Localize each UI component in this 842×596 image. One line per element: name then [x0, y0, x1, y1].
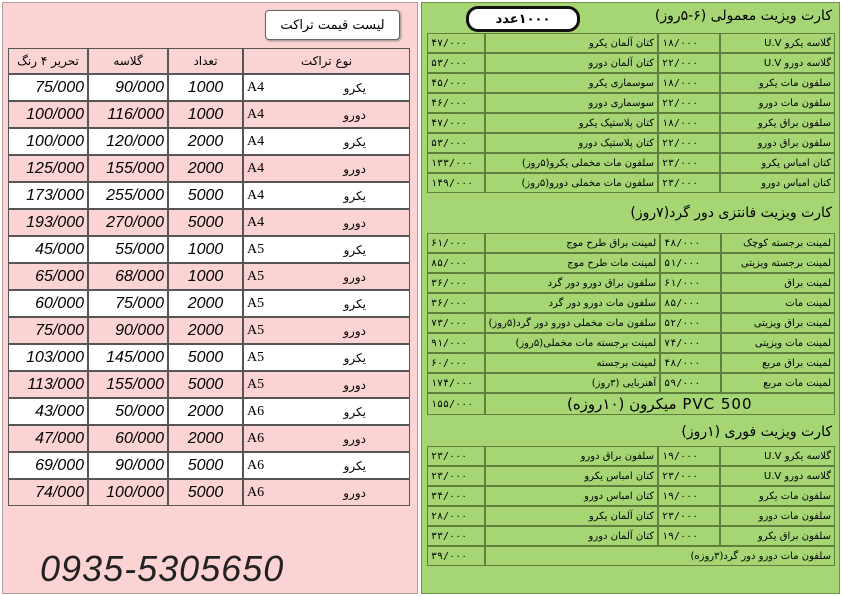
table-row — [8, 128, 410, 155]
item-desc: کتان پلاستیک دورو — [485, 133, 658, 153]
item-price: ۱۸/۰۰۰ — [658, 73, 720, 93]
table-row — [427, 373, 835, 393]
section3-title: کارت ویزیت فوری (۱روز) — [681, 424, 832, 440]
table-row — [8, 290, 410, 317]
item-name: سلفون مات دورو — [720, 93, 835, 113]
tahrir-price: 45/000 — [8, 236, 88, 263]
item-price: ۴۸/۰۰۰ — [660, 233, 721, 253]
count: 5000 — [168, 479, 243, 506]
glasse-price: 60/000 — [88, 425, 168, 452]
pvc-label: 500 PVC میکرون (۱۰روزه) — [485, 393, 836, 415]
table-row — [427, 293, 835, 313]
item-desc: کتان آلمان دورو — [485, 526, 658, 546]
traket-type — [243, 317, 410, 344]
paper-size: A6 — [247, 484, 265, 500]
count: 2000 — [168, 290, 243, 317]
item-desc: لمینت برجسته مات مخملی(۵روز) — [485, 333, 661, 353]
price: ۴۵/۰۰۰ — [427, 73, 485, 93]
table-row — [427, 33, 835, 53]
traket-type — [243, 155, 410, 182]
item-price: ۲۳/۰۰۰ — [658, 506, 720, 526]
print-side: دورو — [343, 161, 366, 176]
item-name: لمینت برجسته کوچک — [721, 233, 835, 253]
table-row — [427, 333, 835, 353]
table-row — [427, 93, 835, 113]
tahrir-price: 125/000 — [8, 155, 88, 182]
traket-type — [243, 128, 410, 155]
item-name: سلفون براق دورو — [720, 133, 835, 153]
phone-number: 0935-5305650 — [40, 548, 285, 589]
table-row — [8, 452, 410, 479]
tahrir-price: 193/000 — [8, 209, 88, 236]
price: ۳۹/۰۰۰ — [427, 546, 485, 566]
header-tedad: تعداد — [168, 48, 243, 74]
traket-price-list-title: لیست قیمت تراکت — [265, 10, 400, 40]
item-name: سلفون مات دورو دور گرد(۳روزه) — [485, 546, 835, 566]
item-desc: کتان امباس دورو — [485, 486, 658, 506]
traket-type — [243, 479, 410, 506]
tahrir-price: 75/000 — [8, 317, 88, 344]
traket-type — [243, 344, 410, 371]
table-row — [427, 113, 835, 133]
price: ۶۱/۰۰۰ — [427, 233, 485, 253]
item-price: ۷۴/۰۰۰ — [660, 333, 721, 353]
item-price: ۶۱/۰۰۰ — [660, 273, 721, 293]
table-row — [8, 371, 410, 398]
price: ۲۳/۰۰۰ — [427, 446, 485, 466]
print-side: یکرو — [343, 458, 366, 473]
traket-type — [243, 182, 410, 209]
table-row — [427, 153, 835, 173]
paper-size: A4 — [247, 106, 265, 122]
glasse-price: 90/000 — [88, 452, 168, 479]
paper-size: A4 — [247, 79, 265, 95]
item-name: سلفون براق یکرو — [720, 526, 835, 546]
table-header-row — [8, 48, 410, 74]
table-row — [8, 344, 410, 371]
price: ۲۳/۰۰۰ — [427, 466, 485, 486]
count: 5000 — [168, 209, 243, 236]
item-name: لمینت براق مربع — [721, 353, 835, 373]
price: ۹۱/۰۰۰ — [427, 333, 485, 353]
tahrir-price: 43/000 — [8, 398, 88, 425]
price: ۷۳/۰۰۰ — [427, 313, 485, 333]
price: ۳۶/۰۰۰ — [427, 273, 485, 293]
price: ۲۸/۰۰۰ — [427, 506, 485, 526]
paper-size: A4 — [247, 214, 265, 230]
count: 1000 — [168, 74, 243, 101]
tahrir-price: 103/000 — [8, 344, 88, 371]
paper-size: A4 — [247, 160, 265, 176]
table-row — [8, 209, 410, 236]
item-desc: سلفون براق دورو دور گرد — [485, 273, 661, 293]
traket-type — [243, 371, 410, 398]
price: ۱۳۳/۰۰۰ — [427, 153, 485, 173]
quantity-badge: ۱۰۰۰عدد — [466, 6, 580, 32]
glasse-price: 255/000 — [88, 182, 168, 209]
item-price: ۸۵/۰۰۰ — [660, 293, 721, 313]
tahrir-price: 47/000 — [8, 425, 88, 452]
count: 2000 — [168, 425, 243, 452]
print-side: دورو — [343, 485, 366, 500]
table-row — [8, 398, 410, 425]
regular-card-table — [427, 33, 835, 193]
table-row — [427, 486, 835, 506]
traket-type — [243, 452, 410, 479]
item-name: لمینت مات ویزیتی — [721, 333, 835, 353]
print-side: دورو — [343, 323, 366, 338]
glasse-price: 75/000 — [88, 290, 168, 317]
glasse-price: 155/000 — [88, 155, 168, 182]
table-row — [427, 133, 835, 153]
price: ۵۳/۰۰۰ — [427, 53, 485, 73]
price: ۳۳/۰۰۰ — [427, 526, 485, 546]
price: ۱۷۴/۰۰۰ — [427, 373, 485, 393]
price: ۶۰/۰۰۰ — [427, 353, 485, 373]
paper-size: A5 — [247, 349, 265, 365]
item-desc: لمینت برجسته — [485, 353, 661, 373]
express-card-table — [427, 446, 835, 566]
traket-type — [243, 425, 410, 452]
paper-size: A4 — [247, 133, 265, 149]
traket-type — [243, 209, 410, 236]
count: 1000 — [168, 263, 243, 290]
item-desc: لمینت مات طرح موج — [485, 253, 661, 273]
item-name: سلفون مات یکرو — [720, 73, 835, 93]
table-row — [427, 526, 835, 546]
paper-size: A6 — [247, 430, 265, 446]
table-row — [8, 74, 410, 101]
print-side: یکرو — [343, 350, 366, 365]
item-desc: کتان آلمان یکرو — [485, 506, 658, 526]
item-price: ۲۳/۰۰۰ — [658, 153, 720, 173]
price: ۳۶/۰۰۰ — [427, 293, 485, 313]
item-price: ۱۹/۰۰۰ — [658, 526, 720, 546]
item-name: سلفون براق یکرو — [720, 113, 835, 133]
table-row — [427, 273, 835, 293]
tahrir-price: 75/000 — [8, 74, 88, 101]
price: ۴۷/۰۰۰ — [427, 33, 485, 53]
item-name: لمینت براق — [721, 273, 835, 293]
header-tahrir: تحریر ۴ رنگ — [8, 48, 88, 74]
item-price: ۲۳/۰۰۰ — [658, 173, 720, 193]
traket-type — [243, 101, 410, 128]
price: ۴۶/۰۰۰ — [427, 93, 485, 113]
item-desc: سلفون مات مخملی دورو(۵روز) — [485, 173, 658, 193]
item-name: گلاسه یکرو U.V — [720, 446, 835, 466]
count: 5000 — [168, 371, 243, 398]
print-side: دورو — [343, 215, 366, 230]
item-price: ۵۱/۰۰۰ — [660, 253, 721, 273]
glasse-price: 116/000 — [88, 101, 168, 128]
table-row — [427, 53, 835, 73]
tahrir-price: 74/000 — [8, 479, 88, 506]
item-desc: کتان آلمان یکرو — [485, 33, 658, 53]
tahrir-price: 100/000 — [8, 101, 88, 128]
tahrir-price: 173/000 — [8, 182, 88, 209]
item-price: ۱۹/۰۰۰ — [658, 486, 720, 506]
item-desc: سوسماری یکرو — [485, 73, 658, 93]
pvc-row — [427, 393, 835, 415]
item-desc: آهنربایی (۳روز) — [485, 373, 661, 393]
table-row — [8, 263, 410, 290]
item-desc: سلفون براق دورو — [485, 446, 658, 466]
price: ۴۷/۰۰۰ — [427, 113, 485, 133]
table-row — [427, 233, 835, 253]
item-price: ۲۳/۰۰۰ — [658, 466, 720, 486]
count: 2000 — [168, 155, 243, 182]
glasse-price: 270/000 — [88, 209, 168, 236]
item-desc: سوسماری دورو — [485, 93, 658, 113]
table-row — [427, 313, 835, 333]
table-row — [427, 506, 835, 526]
item-price: ۲۲/۰۰۰ — [658, 93, 720, 113]
paper-size: A6 — [247, 457, 265, 473]
tahrir-price: 113/000 — [8, 371, 88, 398]
item-name: گلاسه دورو U.V — [720, 53, 835, 73]
count: 1000 — [168, 101, 243, 128]
count: 1000 — [168, 236, 243, 263]
print-side: دورو — [343, 431, 366, 446]
item-name: کتان امباس دورو — [720, 173, 835, 193]
price: ۵۳/۰۰۰ — [427, 133, 485, 153]
table-row — [427, 173, 835, 193]
tahrir-price: 100/000 — [8, 128, 88, 155]
print-side: دورو — [343, 269, 366, 284]
paper-size: A6 — [247, 403, 265, 419]
glasse-price: 155/000 — [88, 371, 168, 398]
print-side: یکرو — [343, 296, 366, 311]
paper-size: A4 — [247, 187, 265, 203]
glasse-price: 55/000 — [88, 236, 168, 263]
paper-size: A5 — [247, 268, 265, 284]
table-row — [427, 446, 835, 466]
item-name: سلفون مات یکرو — [720, 486, 835, 506]
pvc-price: ۱۵۵/۰۰۰ — [427, 393, 485, 415]
price: ۳۴/۰۰۰ — [427, 486, 485, 506]
print-side: دورو — [343, 377, 366, 392]
traket-type — [243, 74, 410, 101]
item-name: لمینت مات مربع — [721, 373, 835, 393]
paper-size: A5 — [247, 241, 265, 257]
header-glasse: گلاسه — [88, 48, 168, 74]
item-name: گلاسه یکرو U.V — [720, 33, 835, 53]
item-price: ۴۸/۰۰۰ — [660, 353, 721, 373]
table-row — [8, 479, 410, 506]
count: 2000 — [168, 128, 243, 155]
item-name: لمینت برجسته ویزیتی — [721, 253, 835, 273]
item-desc: سلفون مات مخملی دورو دور گرد(۵روز) — [485, 313, 661, 333]
count: 2000 — [168, 398, 243, 425]
tahrir-price: 60/000 — [8, 290, 88, 317]
count: 2000 — [168, 317, 243, 344]
glasse-price: 100/000 — [88, 479, 168, 506]
traket-type — [243, 236, 410, 263]
glasse-price: 68/000 — [88, 263, 168, 290]
paper-size: A5 — [247, 322, 265, 338]
traket-type — [243, 263, 410, 290]
section2-title: کارت ویزیت فانتزی دور گرد(۷روز) — [630, 205, 832, 221]
table-row — [427, 466, 835, 486]
item-desc: سلفون مات دورو دور گرد — [485, 293, 661, 313]
print-side: یکرو — [343, 404, 366, 419]
item-price: ۱۸/۰۰۰ — [658, 33, 720, 53]
traket-price-table — [8, 48, 410, 506]
table-row — [427, 546, 835, 566]
table-row — [427, 353, 835, 373]
header-type: نوع تراکت — [243, 48, 410, 74]
table-row — [8, 155, 410, 182]
count: 5000 — [168, 344, 243, 371]
glasse-price: 50/000 — [88, 398, 168, 425]
item-desc: سلفون مات مخملی یکرو(۵روز) — [485, 153, 658, 173]
glasse-price: 90/000 — [88, 317, 168, 344]
paper-size: A5 — [247, 376, 265, 392]
item-desc: لمینت براق طرح موج — [485, 233, 661, 253]
glasse-price: 120/000 — [88, 128, 168, 155]
item-desc: کتان امباس یکرو — [485, 466, 658, 486]
price: ۱۴۹/۰۰۰ — [427, 173, 485, 193]
item-price: ۲۲/۰۰۰ — [658, 53, 720, 73]
glasse-price: 145/000 — [88, 344, 168, 371]
table-row — [8, 182, 410, 209]
item-name: کتان امباس یکرو — [720, 153, 835, 173]
count: 5000 — [168, 182, 243, 209]
item-price: ۱۸/۰۰۰ — [658, 113, 720, 133]
traket-type — [243, 398, 410, 425]
item-price: ۱۹/۰۰۰ — [658, 446, 720, 466]
table-row — [8, 101, 410, 128]
fancy-card-table — [427, 233, 835, 415]
print-side: یکرو — [343, 80, 366, 95]
paper-size: A5 — [247, 295, 265, 311]
item-price: ۲۲/۰۰۰ — [658, 133, 720, 153]
count: 5000 — [168, 452, 243, 479]
print-side: یکرو — [343, 242, 366, 257]
item-name: لمینت مات — [721, 293, 835, 313]
table-row — [8, 317, 410, 344]
item-name: گلاسه دورو U.V — [720, 466, 835, 486]
traket-type — [243, 290, 410, 317]
item-price: ۵۲/۰۰۰ — [660, 313, 721, 333]
price: ۸۵/۰۰۰ — [427, 253, 485, 273]
print-side: یکرو — [343, 134, 366, 149]
item-desc: کتان پلاستیک یکرو — [485, 113, 658, 133]
table-row — [8, 236, 410, 263]
item-name: لمینت براق ویزیتی — [721, 313, 835, 333]
glasse-price: 90/000 — [88, 74, 168, 101]
table-row — [427, 253, 835, 273]
item-desc: کتان آلمان دورو — [485, 53, 658, 73]
item-name: سلفون مات دورو — [720, 506, 835, 526]
item-price: ۵۹/۰۰۰ — [660, 373, 721, 393]
table-row — [8, 425, 410, 452]
table-row — [427, 73, 835, 93]
print-side: یکرو — [343, 188, 366, 203]
section1-title: کارت ویزیت معمولی (۶-۵روز) — [654, 8, 832, 24]
print-side: دورو — [343, 107, 366, 122]
tahrir-price: 65/000 — [8, 263, 88, 290]
tahrir-price: 69/000 — [8, 452, 88, 479]
